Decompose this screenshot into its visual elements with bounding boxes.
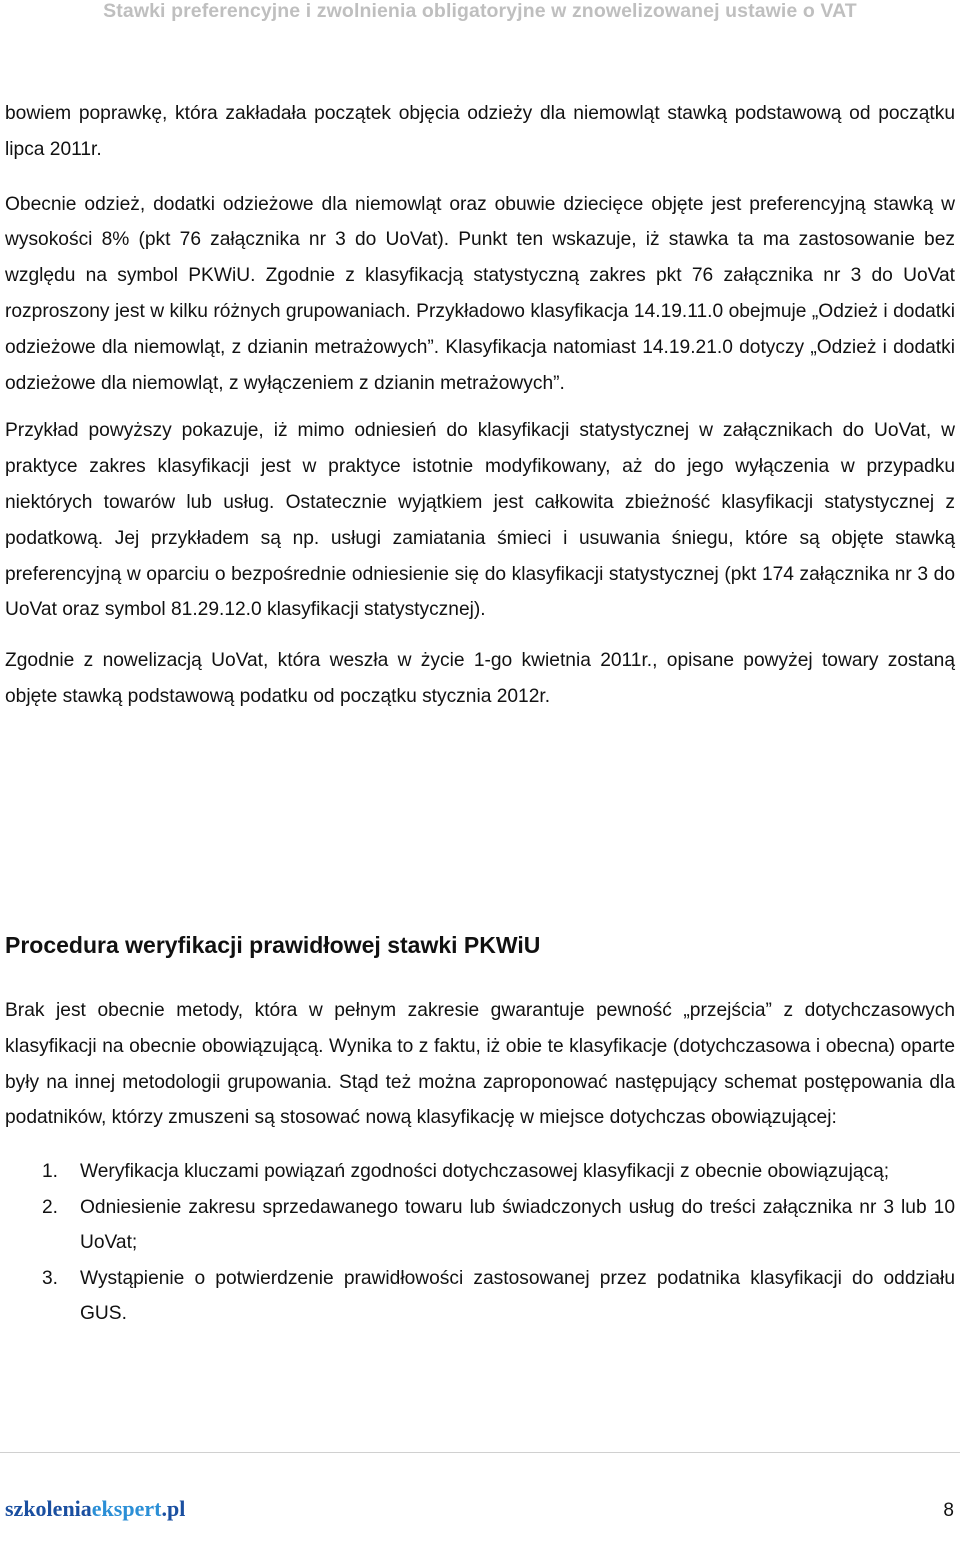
- paragraph-5: Brak jest obecnie metody, która w pełnym zakresie gwarantuje pewność „przejścia” z dotychczasowych klasyfikacji na obecnie obowiązującą. Wynika to z faktu, iż obie te klasyfikacje (dotychczasowa i obecna) oparte były na innej metodologii grupowania. Stąd też można zaproponować następujący schemat postępowania dla podatników, którzy zmuszeni są stosować nową klasyfikację w miejsce dotychczas obowiązującej:: [5, 1000, 955, 1129]
- list-item-text: Wystąpienie o potwierdzenie prawidłowości zastosowanej przez podatnika klasyfikacji do oddziału GUS.: [80, 1267, 955, 1325]
- footer-divider: [0, 1452, 960, 1453]
- paragraph-1: bowiem poprawkę, która zakładała początek objęcia odzieży dla niemowląt stawką podstawową od początku lipca 2011r.: [5, 103, 955, 160]
- paragraph-4: Zgodnie z nowelizacją UoVat, która weszła w życie 1-go kwietnia 2011r., opisane powyżej towary zostaną objęte stawką podstawową podatku od początku stycznia 2012r.: [5, 650, 955, 707]
- list-item-number: 3.: [42, 1267, 59, 1289]
- list-item-text: Weryfikacja kluczami powiązań zgodności dotychczasowej klasyfikacji z obecnie obowiązującą;: [80, 1161, 890, 1183]
- paragraph-2: Obecnie odzież, dodatki odzieżowe dla niemowląt oraz obuwie dziecięce objęte jest preferencyjną stawką w wysokości 8% (pkt 76 załącznika nr 3 do UoVat). Punkt ten wskazuje, iż stawka ta ma zastosowanie bez względu na symbol PKWiU. Zgodnie z klasyfikacją statystyczną zakres pkt 76 załącznika nr 3 do UoVat rozproszony jest w kilku różnych grupowaniach. Przykładowo klasyfikacja 14.19.11.0 obejmuje „Odzież i dodatki odzieżowe dla niemowląt, z dzianin metrażowych”. Klasyfikacja natomiast 14.19.21.0 dotyczy „Odzież i dodatki odzieżowe dla niemowląt, z wyłączeniem z dzianin metrażowych”.: [5, 193, 955, 394]
- list-item-number: 1.: [42, 1161, 59, 1183]
- section-body: [5, 993, 955, 1332]
- page-number: 8: [943, 1500, 954, 1521]
- list-item: [5, 1154, 955, 1190]
- section-heading: Procedura weryfikacji prawidłowej stawki PKWiU: [5, 932, 541, 958]
- paragraph-3: Przykład powyższy pokazuje, iż mimo odniesień do klasyfikacji statystycznej w załącznikach do UoVat, w praktyce zakres klasyfikacji jest w praktyce istotnie modyfikowany, aż do jego wyłączenia w przypadku niektórych towarów lub usług. Ostatecznie wyjątkiem jest całkowita zbieżność klasyfikacji statystycznej z podatkową. Jej przykładem są np. usługi zamiatania śmieci i usuwania śniegu, które są objęte stawką preferencyjną w oparciu o bezpośrednie odniesienie się do klasyfikacji statystycznej (pkt 174 załącznika nr 3 do UoVat oraz symbol 81.29.12.0 klasyfikacji statystycznej).: [5, 420, 955, 621]
- list-item-number: 2.: [42, 1196, 59, 1218]
- brand-part-3: .pl: [161, 1496, 186, 1521]
- list-item: [5, 1261, 955, 1332]
- body-text: [5, 96, 955, 715]
- list-item: [5, 1190, 955, 1261]
- brand-part-2: ekspert: [91, 1496, 162, 1521]
- procedure-list: [5, 1154, 955, 1332]
- brand-part-1: szkolenia: [5, 1496, 92, 1521]
- list-item-text: Odniesienie zakresu sprzedawanego towaru lub świadczonych usług do treści załącznika nr 3 lub 10 UoVat;: [80, 1196, 955, 1254]
- running-header: Stawki preferencyjne i zwolnienia obligatoryjne w znowelizowanej ustawie o VAT: [103, 0, 857, 22]
- brand-logo[interactable]: [5, 1496, 185, 1522]
